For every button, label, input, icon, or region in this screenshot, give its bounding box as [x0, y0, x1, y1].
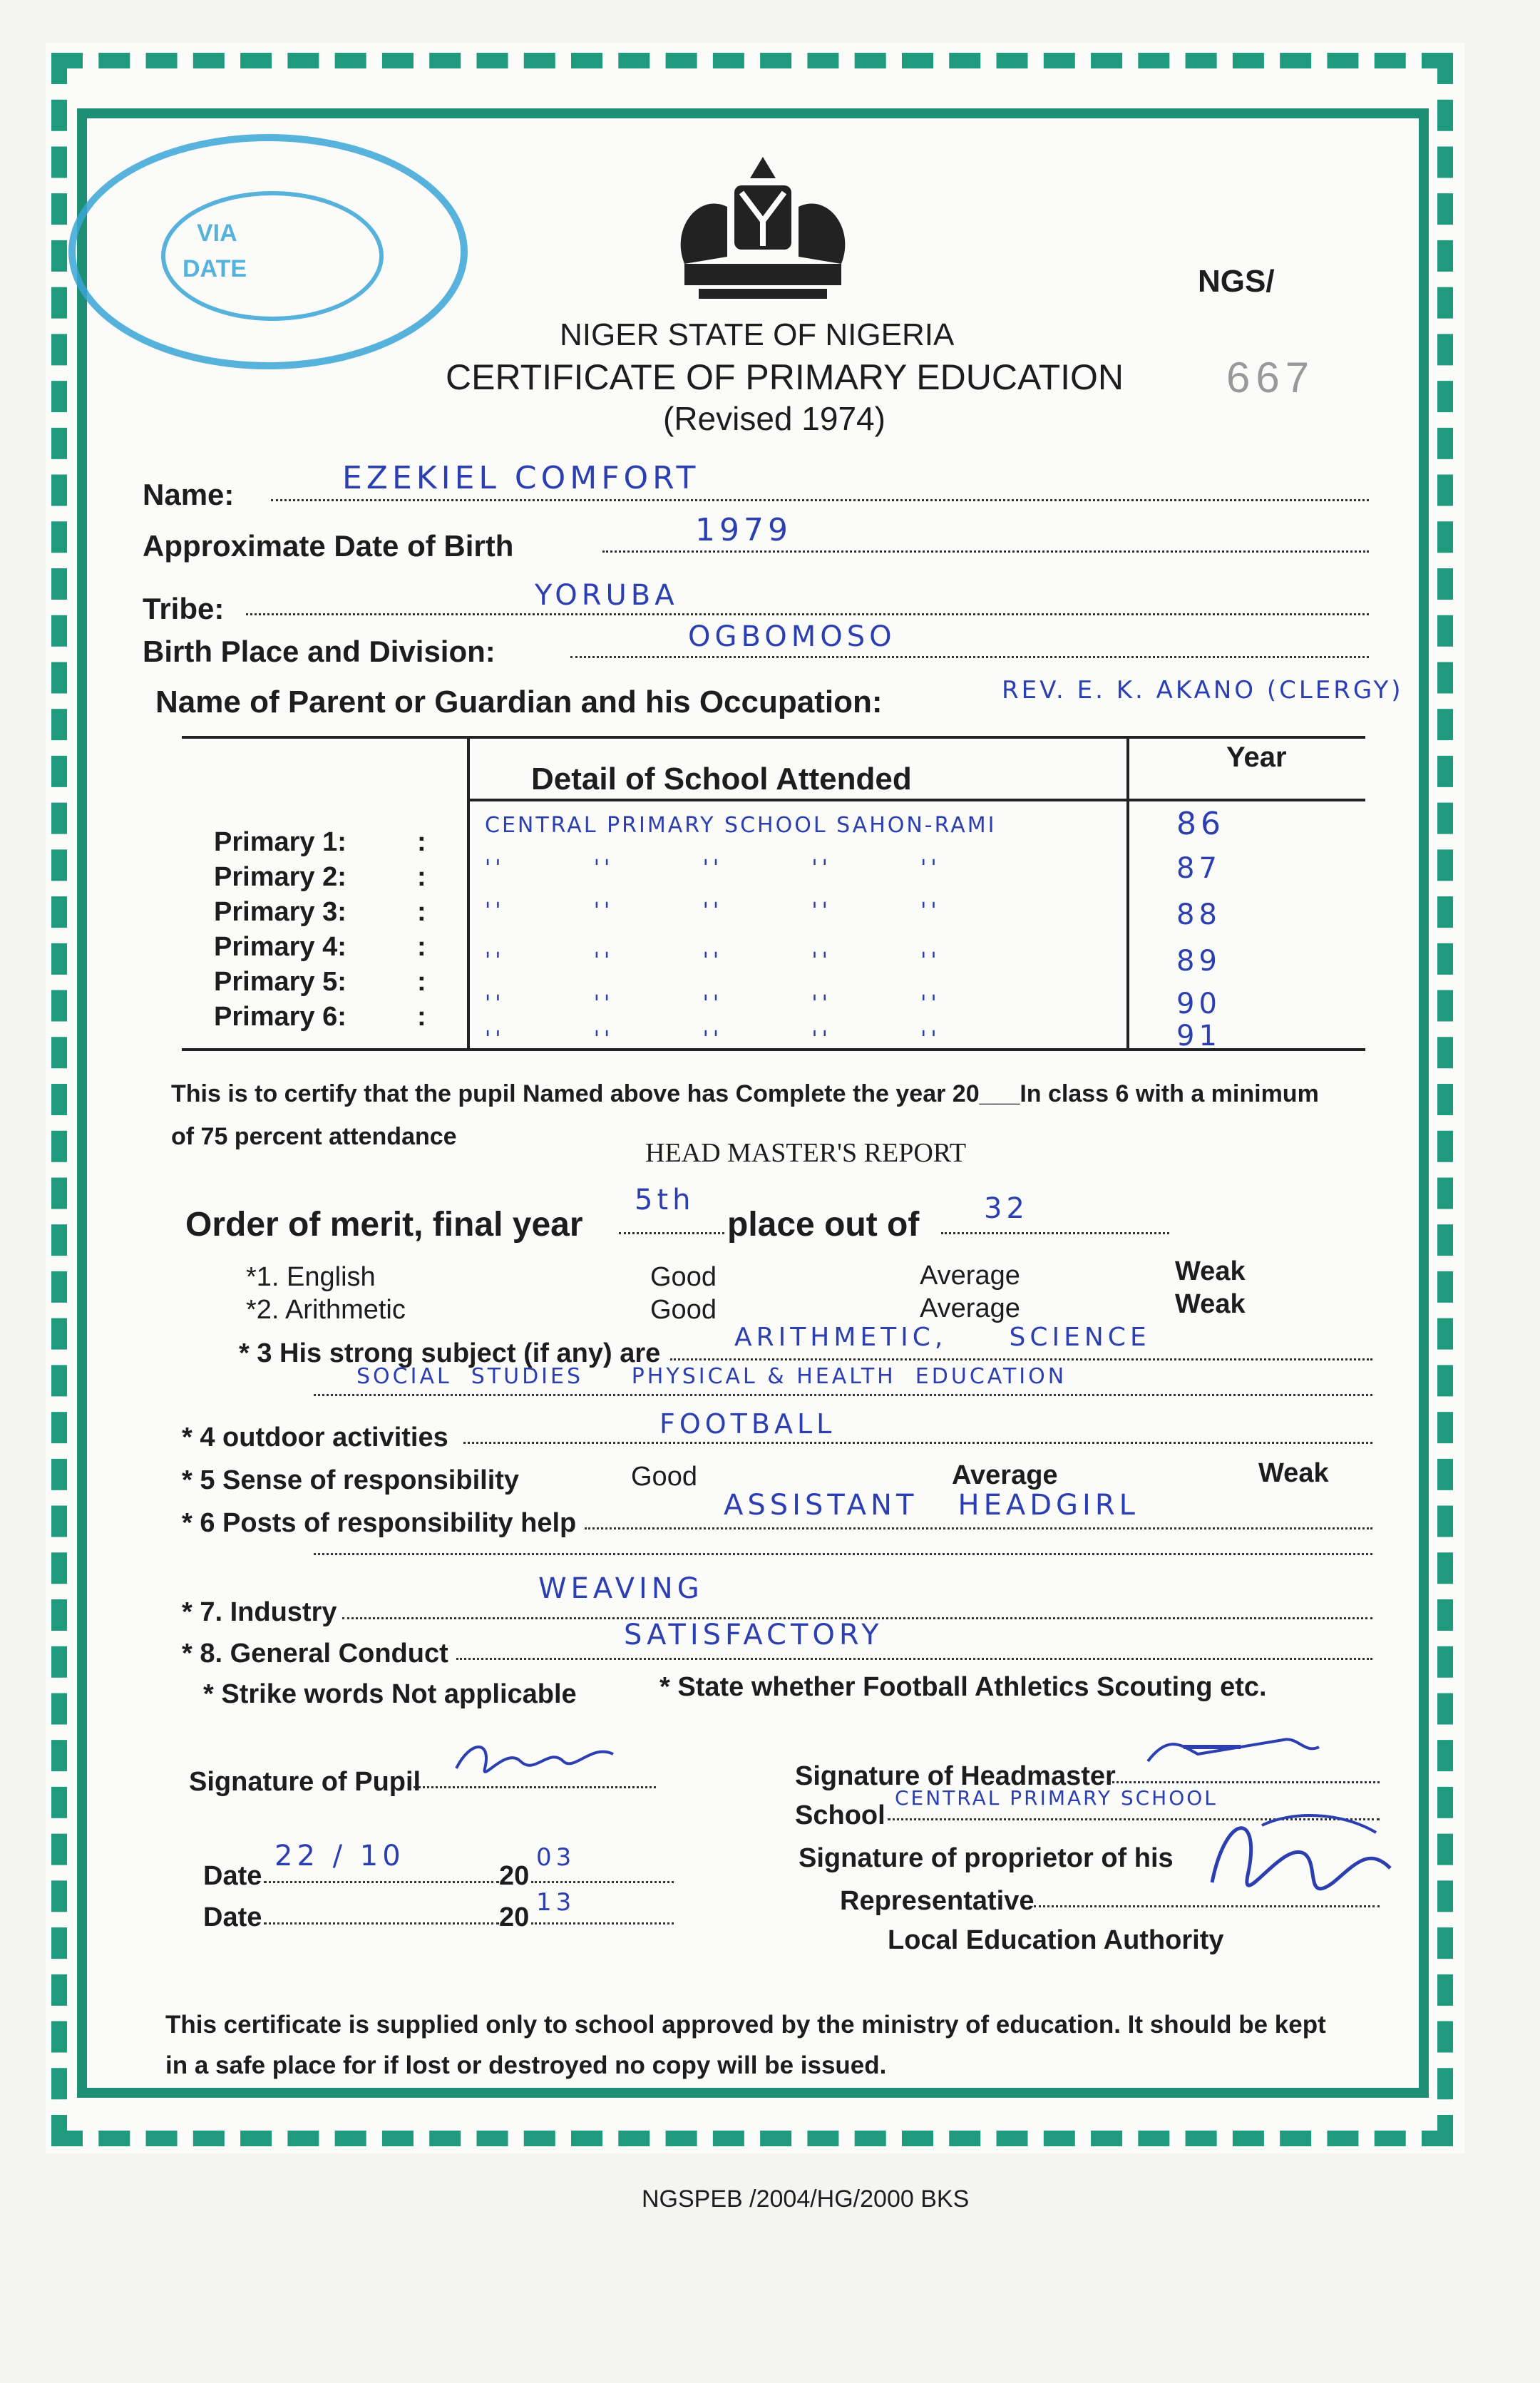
table-row-year: 86 [1176, 806, 1225, 842]
sense-good: Good [631, 1462, 697, 1492]
date2-year-value: 13 [536, 1888, 576, 1917]
colon: : [417, 1002, 426, 1032]
table-row-school: '' '' '' '' '' [485, 948, 941, 973]
sense-label: * 5 Sense of responsibility [182, 1465, 520, 1495]
headmaster-label: Signature of Headmaster [795, 1761, 1116, 1791]
certify-text-1: This is to certify that the pupil Named above has Complete the year 20___In class 6 with a minimum [171, 1080, 1319, 1107]
table-row-label: Primary 6: [214, 1002, 346, 1032]
conduct-line [456, 1658, 1372, 1660]
colon: : [417, 967, 426, 997]
name-value: EZEKIEL COMFORT [342, 460, 700, 496]
official-stamp [68, 134, 468, 369]
table-row-label: Primary 2: [214, 862, 346, 892]
table-row-year: 89 [1176, 945, 1221, 978]
strike-note: * Strike words Not applicable [203, 1679, 577, 1709]
birthplace-line [570, 656, 1369, 658]
birthplace-value: OGBOMOSO [688, 620, 896, 653]
date1-label: Date [203, 1861, 262, 1891]
strong-line-1 [670, 1358, 1372, 1360]
birthplace-label: Birth Place and Division: [143, 635, 496, 668]
footer-note-1: This certificate is supplied only to school approved by the ministry of education. It should be kept [165, 2011, 1326, 2039]
table-row-label: Primary 4: [214, 932, 346, 962]
arithmetic-average: Average [920, 1293, 1020, 1323]
date1-year-line [531, 1881, 674, 1883]
certify-text-2: of 75 percent attendance [171, 1123, 457, 1150]
table-row-year: 90 [1176, 988, 1221, 1020]
date2-label: Date [203, 1902, 262, 1932]
table-header-rule [467, 799, 1365, 801]
colon: : [417, 862, 426, 892]
posts-line-2 [314, 1553, 1372, 1555]
merit-place-line [619, 1232, 724, 1234]
stamp-via: VIA [197, 220, 237, 247]
table-row-label: Primary 5: [214, 967, 346, 997]
table-row-year: 87 [1176, 852, 1221, 885]
date1-line [264, 1881, 499, 1883]
parent-value: REV. E. K. AKANO (CLERGY) [1002, 676, 1404, 704]
parent-label: Name of Parent or Guardian and his Occupation: [155, 685, 883, 719]
table-row-label: Primary 3: [214, 897, 346, 927]
detail-header: Detail of School Attended [531, 762, 912, 796]
sense-average: Average [952, 1460, 1058, 1490]
state-note: * State whether Football Athletics Scouting etc. [659, 1672, 1267, 1702]
dob-value: 1979 [695, 512, 792, 548]
table-row-year: 88 [1176, 898, 1221, 931]
serial-number: 667 [1226, 354, 1315, 401]
table-row-school: CENTRAL PRIMARY SCHOOL SAHON-RAMI [485, 813, 997, 838]
strong-value-2: SOCIAL STUDIES PHYSICAL & HEALTH EDUCATION [356, 1364, 1067, 1389]
footer-note-2: in a safe place for if lost or destroyed no copy will be issued. [165, 2051, 887, 2079]
table-row-year: 91 [1176, 1020, 1221, 1052]
certificate-title: CERTIFICATE OF PRIMARY EDUCATION [446, 357, 1124, 397]
strong-value-1: ARITHMETIC, SCIENCE [734, 1323, 1151, 1352]
conduct-value: SATISFACTORY [624, 1619, 883, 1651]
sense-weak: Weak [1258, 1458, 1329, 1488]
state-title: NIGER STATE OF NIGERIA [560, 317, 955, 352]
date2-line [264, 1922, 499, 1925]
table-divider-right [1126, 736, 1129, 1050]
tribe-label: Tribe: [143, 592, 225, 625]
print-code: NGSPEB /2004/HG/2000 BKS [642, 2185, 970, 2213]
dob-label: Approximate Date of Birth [143, 529, 514, 563]
colon: : [417, 827, 426, 857]
ngs-ref: NGS/ [1198, 264, 1275, 299]
outdoor-line [463, 1442, 1372, 1444]
english-weak: Weak [1175, 1256, 1246, 1286]
pupil-signature-mark [449, 1733, 620, 1790]
table-row-label: Primary 1: [214, 827, 346, 857]
outdoor-label: * 4 outdoor activities [182, 1423, 448, 1452]
english-good: Good [650, 1262, 717, 1292]
english-average: Average [920, 1261, 1020, 1291]
merit-label-b: place out of [727, 1206, 920, 1244]
table-row-school: '' '' '' '' '' [485, 991, 941, 1016]
posts-label: * 6 Posts of responsibility help [182, 1508, 577, 1538]
dob-line [602, 550, 1369, 553]
arithmetic-good: Good [650, 1295, 717, 1325]
lea-label: Local Education Authority [888, 1925, 1224, 1955]
posts-line [585, 1527, 1372, 1529]
date2-year-prefix: 20 [499, 1902, 530, 1932]
date1-year-value: 03 [536, 1843, 576, 1872]
representative-label: Representative [840, 1886, 1035, 1916]
merit-outof-value: 32 [984, 1192, 1029, 1225]
table-top-rule [182, 736, 1365, 739]
pupil-signature-label: Signature of Pupil [189, 1767, 421, 1797]
english-label: *1. English [246, 1262, 376, 1292]
school-label: School [795, 1800, 885, 1830]
tribe-line [246, 613, 1369, 615]
merit-outof-line [941, 1232, 1169, 1234]
name-line [271, 499, 1369, 501]
table-row-school: '' '' '' '' '' [485, 856, 941, 881]
table-row-school: '' '' '' '' '' [485, 898, 941, 923]
date1-year-prefix: 20 [499, 1861, 530, 1891]
proprietor-label: Signature of proprietor of his [799, 1843, 1174, 1873]
strong-label: * 3 His strong subject (if any) are [239, 1338, 661, 1368]
industry-value: WEAVING [538, 1572, 704, 1605]
proprietor-signature-mark [1198, 1797, 1405, 1932]
name-label: Name: [143, 478, 235, 511]
table-divider-left [467, 736, 470, 1050]
merit-place-value: 5th [635, 1184, 695, 1216]
year-header: Year [1226, 742, 1287, 773]
revised-note: (Revised 1974) [663, 400, 885, 437]
stamp-date: DATE [183, 255, 247, 282]
industry-label: * 7. Industry [182, 1597, 337, 1627]
arithmetic-weak: Weak [1175, 1289, 1246, 1319]
school-value: CENTRAL PRIMARY SCHOOL [895, 1786, 1218, 1810]
tribe-value: YORUBA [535, 579, 679, 612]
date2-year-line [531, 1922, 674, 1925]
merit-label-a: Order of merit, final year [185, 1206, 583, 1244]
conduct-label: * 8. General Conduct [182, 1639, 448, 1669]
headmaster-signature-mark [1141, 1718, 1326, 1783]
colon: : [417, 897, 426, 927]
date1-value: 22 / 10 [274, 1840, 405, 1872]
coat-of-arms-icon [656, 150, 870, 307]
outdoor-value: FOOTBALL [659, 1408, 836, 1440]
posts-value: ASSISTANT HEADGIRL [724, 1489, 1139, 1522]
table-row-school: '' '' '' '' '' [485, 1027, 941, 1052]
report-title: HEAD MASTER'S REPORT [645, 1138, 967, 1168]
colon: : [417, 932, 426, 962]
arithmetic-label: *2. Arithmetic [246, 1295, 406, 1325]
strong-line-2 [314, 1394, 1372, 1396]
